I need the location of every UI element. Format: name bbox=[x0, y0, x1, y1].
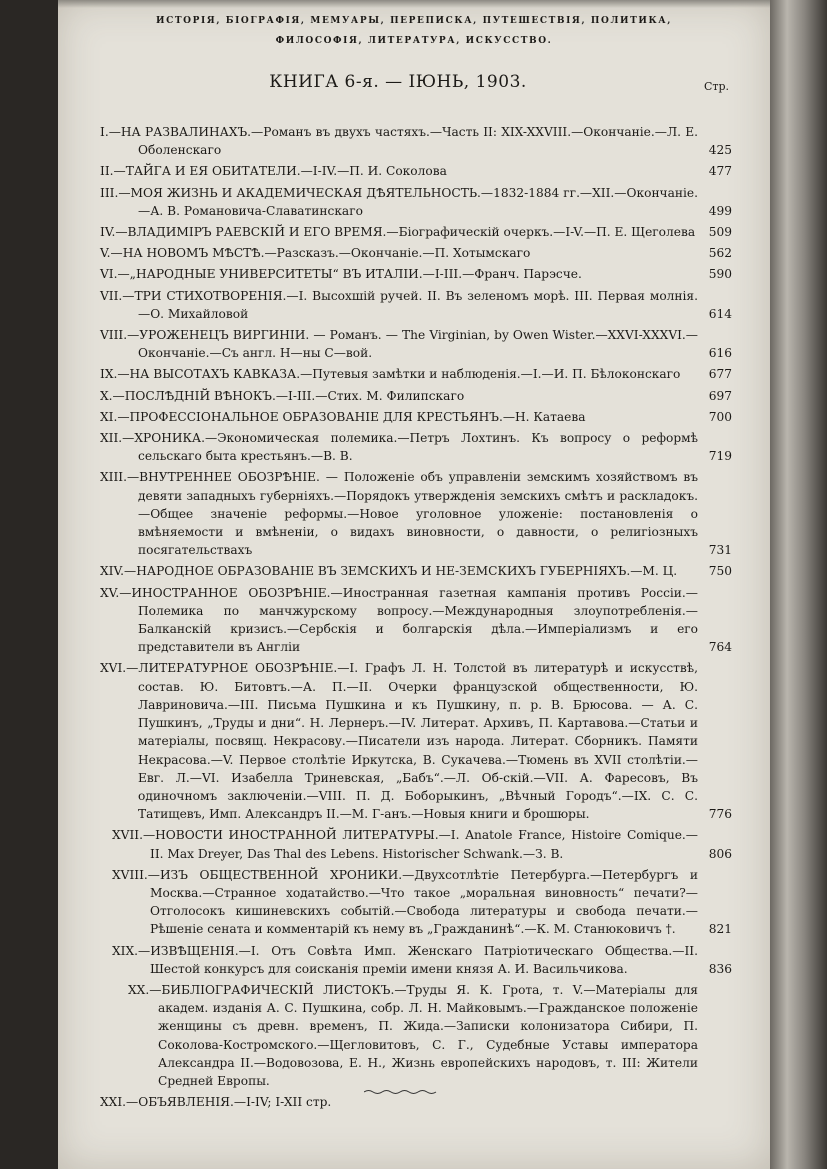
toc-entry bbox=[100, 942, 732, 978]
toc-entry-text: XVI.—ЛИТЕРАТУРНОЕ ОБОЗРѢНІЕ.—I. Графъ Л. Н. Толстой въ литературѣ и искусствѣ, состав. Ю. Битовтъ.—А. П.—II. Очерки французской общественности, Ю. Лавриновича.—III. Письма Пушкина и къ Пушкину, п. р. В. Брюсова. — А. С. Пушкинъ, „Труды и дни“. Н. Лернеръ.—IV. Литерат. Архивъ, П. Картавова.—Статьи и матеріалы, посвящ. Некрасову.—Писатели изъ народа. Литерат. Сборникъ. Памяти Некрасова.—V. Первое столѣтіе Иркутска, В. Сукачева.—Тюмень въ XVII столѣтіи.—Евг. Л.—VI. Изабелла Триневская, „Бабъ“.—Л. Об-скій.—VII. А. Фаресовъ, Въ одиночномъ заключеніи.—VIII. П. Д. Боборыкинъ, „Вѣчный Городъ“.—IX. С. С. Татищевъ, Имп. Александръ II.—М. Г-анъ.—Новыя книги и брошюры. bbox=[100, 661, 698, 822]
toc-entry bbox=[100, 866, 732, 939]
toc-entry-page: 697 bbox=[708, 388, 732, 403]
toc-entry bbox=[100, 162, 732, 180]
toc-entry bbox=[100, 265, 732, 283]
header-line-2: ФИЛОСОФІЯ, ЛИТЕРАТУРА, ИСКУССТВО. bbox=[275, 36, 553, 46]
toc-entry-page: 425 bbox=[708, 143, 732, 158]
toc-entry bbox=[100, 123, 732, 159]
toc-entry-page: 731 bbox=[708, 543, 732, 558]
toc-entry-page: 509 bbox=[708, 225, 732, 240]
toc-entry bbox=[100, 223, 732, 241]
toc-entry bbox=[100, 468, 732, 559]
toc-entry-page: 614 bbox=[708, 306, 732, 321]
toc-entry-page: 616 bbox=[708, 346, 732, 361]
toc-entry-text: XXI.—ОБЪЯВЛЕНІЯ.—I-IV; I-XII стр. bbox=[100, 1095, 332, 1110]
toc-entry-text: II.—ТАЙГА И ЕЯ ОБИТАТЕЛИ.—I-IV.—П. И. Соколова bbox=[100, 164, 447, 179]
toc-entry-page: 562 bbox=[708, 246, 732, 261]
toc-entry bbox=[100, 365, 732, 383]
toc-entry-page: 590 bbox=[708, 267, 732, 282]
toc-entry-text: XII.—ХРОНИКА.—Экономическая полемика.—Петръ Лохтинъ. Къ вопросу о реформѣ сельскаго быта крестьянъ.—В. В. bbox=[100, 431, 698, 464]
toc-entry-text: XV.—ИНОСТРАННОЕ ОБОЗРѢНІЕ.—Иностранная газетная кампанія противъ Россіи.—Полемика по манчжурскому вопросу.—Международныя злоупотребленія.—Балканскій кризисъ.—Сербскія и болгарскія дѣла.—Имперіализмъ и его представители въ Англіи bbox=[100, 585, 698, 655]
toc-entry bbox=[100, 244, 732, 262]
toc-entry-page: 764 bbox=[708, 640, 732, 655]
table-of-contents bbox=[100, 123, 732, 1111]
toc-entry-text: VIII.—УРОЖЕНЕЦЪ ВИРГИНІИ. — Романъ. — The Virginian, by Owen Wister.—XXVI-XXXVI.—Окончаніе.—Съ англ. Н—ны С—вой. bbox=[100, 328, 698, 361]
toc-entry-page: 806 bbox=[708, 846, 732, 861]
toc-entry-page: 477 bbox=[708, 164, 732, 179]
toc-entry bbox=[100, 408, 732, 426]
header-line-1: ИСТОРІЯ, БІОГРАФІЯ, МЕМУАРЫ, ПЕРЕПИСКА, ПУТЕШЕСТВІЯ, ПОЛИТИКА, bbox=[156, 16, 672, 26]
book-edge bbox=[770, 0, 827, 1169]
toc-entry-page: 677 bbox=[708, 367, 732, 382]
toc-entry-text: III.—МОЯ ЖИЗНЬ И АКАДЕМИЧЕСКАЯ ДѢЯТЕЛЬНОСТЬ.—1832-1884 гг.—XII.—Окончаніе.—А. В. Романовича-Славатинскаго bbox=[100, 185, 698, 218]
toc-entry-text: XIX.—ИЗВѢЩЕНІЯ.—I. Отъ Совѣта Имп. Женскаго Патріотическаго Общества.—II. Шестой конкурсъ для соисканія преміи имени князя А. И. Васильчикова. bbox=[112, 943, 698, 976]
toc-entry-text: XIV.—НАРОДНОЕ ОБРАЗОВАНІЕ ВЪ ЗЕМСКИХЪ И НЕ-ЗЕМСКИХЪ ГУБЕРНІЯХЪ.—М. Ц. bbox=[100, 564, 678, 579]
toc-entry-page: 719 bbox=[708, 449, 732, 464]
toc-entry-text: I.—НА РАЗВАЛИНАХЪ.—Романъ въ двухъ частяхъ.—Часть II: XIX-XXVIII.—Окончаніе.—Л. Е. Оболенскаго bbox=[100, 125, 698, 158]
toc-entry-text: XI.—ПРОФЕССІОНАЛЬНОЕ ОБРАЗОВАНІЕ ДЛЯ КРЕСТЬЯНЪ.—Н. Катаева bbox=[100, 409, 586, 424]
toc-entry bbox=[100, 826, 732, 862]
toc-entry-text: XVIII.—ИЗЪ ОБЩЕСТВЕННОЙ ХРОНИКИ.—Двухсотлѣтіе Петербурга.—Петербургъ и Москва.—Странное ходатайство.—Что такое „моральная виновность“ печати?—Отголосокъ кишиневскихъ событій.—Свобода литературы и свобода печати.—Рѣшеніе сената и комментарій къ нему въ „Гражданинѣ“.—К. М. Станюковичъ †. bbox=[112, 867, 698, 937]
toc-entry-page: 750 bbox=[708, 564, 732, 579]
toc-entry bbox=[100, 1093, 732, 1111]
toc-entry bbox=[100, 429, 732, 465]
toc-entry bbox=[100, 584, 732, 657]
toc-entry bbox=[100, 184, 732, 220]
toc-entry bbox=[100, 981, 732, 1090]
toc-entry-text: V.—НА НОВОМЪ МѢСТѢ.—Разсказъ.—Окончаніе.—П. Хотымскаго bbox=[100, 246, 531, 261]
toc-entry-page: 700 bbox=[708, 409, 732, 424]
issue-title: КНИГА 6-я. — ІЮНЬ, 1903. bbox=[269, 72, 527, 92]
toc-entry-text: IV.—ВЛАДИМІРЪ РАЕВСКІЙ И ЕГО ВРЕМЯ.—Біографическій очеркъ.—I-V.—П. Е. Щеголева bbox=[100, 225, 696, 240]
toc-entry-page: 499 bbox=[708, 203, 732, 218]
toc-entry bbox=[100, 326, 732, 362]
toc-entry-page: 836 bbox=[708, 961, 732, 976]
toc-entry-text: VI.—„НАРОДНЫЕ УНИВЕРСИТЕТЫ“ ВЪ ИТАЛІИ.—I-III.—Франч. Парэсче. bbox=[100, 267, 582, 282]
toc-entry bbox=[100, 659, 732, 823]
toc-entry-text: XX.—БИБЛІОГРАФИЧЕСКІЙ ЛИСТОКЪ.—Труды Я. К. Грота, т. V.—Матеріалы для академ. изданія А. С. Пушкина, собр. Л. Н. Майковымъ.—Гражданское положеніе женщины съ древн. временъ, П. Жида.—Записки колонизатора Сибири, П. Соколова-Костромского.—Щегловитовъ, С. Г., Судебные Уставы императора Александра II.—Водовозова, Е. Н., Жизнь европейскихъ народовъ, т. III: Жители Средней Европы. bbox=[128, 982, 698, 1088]
toc-entry-text: XVII.—НОВОСТИ ИНОСТРАННОЙ ЛИТЕРАТУРЫ.—I. Anatole France, Histoire Comique.—II. Max Dreyer, Das Thal des Lebens. Historischer Schwank.—З. В. bbox=[112, 828, 698, 861]
toc-entry bbox=[100, 287, 732, 323]
ornament-divider bbox=[364, 1089, 438, 1095]
toc-entry-text: XIII.—ВНУТРЕННЕЕ ОБОЗРѢНІЕ. — Положеніе объ управленіи земскимъ хозяйствомъ въ девяти западныхъ губерніяхъ.—Порядокъ утвержденія земскихъ смѣтъ и раскладокъ.—Общее значеніе реформы.—Новое уголовное уложеніе: постановленія о вмѣняемости и вмѣненіи, о видахъ виновности, о давности, о религіозныхъ посягательствахъ bbox=[100, 470, 698, 558]
toc-entry bbox=[100, 387, 732, 405]
toc-entry-page: 821 bbox=[708, 922, 732, 937]
page-column-label: Стр. bbox=[704, 80, 730, 93]
page-top-shadow bbox=[58, 0, 770, 8]
toc-entry-page: 776 bbox=[708, 807, 732, 822]
toc-entry-text: VII.—ТРИ СТИХОТВОРЕНІЯ.—I. Высохшій ручей. II. Въ зеленомъ морѣ. III. Первая молнія.—О. Михайловой bbox=[100, 288, 698, 321]
toc-entry-text: X.—ПОСЛѢДНІЙ ВѢНОКЪ.—I-III.—Стих. М. Филипскаго bbox=[100, 388, 465, 403]
toc-entry-text: IX.—НА ВЫСОТАХЪ КАВКАЗА.—Путевыя замѣтки и наблюденія.—I.—И. П. Бѣлоконскаго bbox=[100, 367, 681, 382]
toc-entry bbox=[100, 562, 732, 580]
